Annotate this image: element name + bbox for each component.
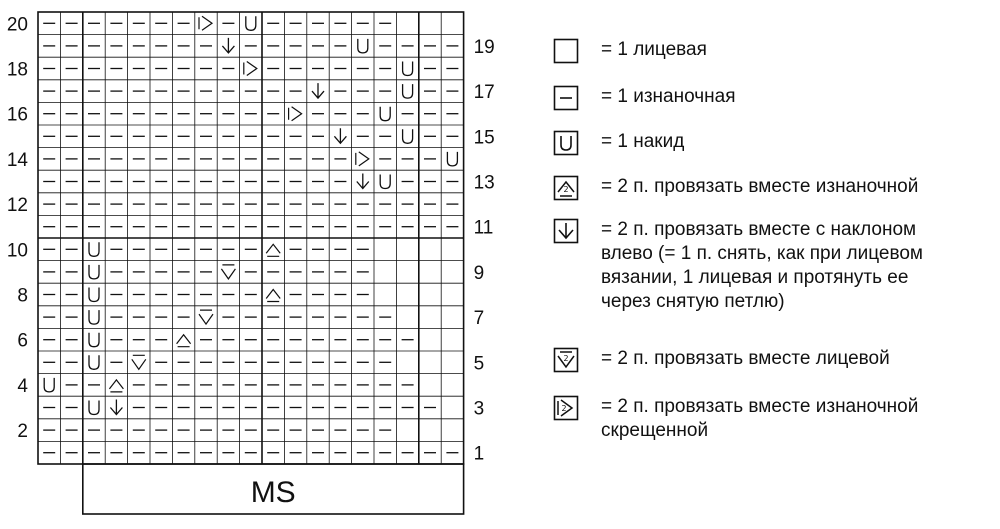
legend <box>553 0 998 529</box>
yarn-over-symbol <box>246 16 256 30</box>
svg-text:2: 2 <box>561 404 567 413</box>
left-slanting-decrease-symbol <box>334 128 346 143</box>
row-label-right: 13 <box>473 172 495 194</box>
purl-two-together-symbol <box>177 335 191 347</box>
row-label-right: 3 <box>473 398 485 420</box>
row-label-right: 11 <box>473 217 494 239</box>
svg-text:2: 2 <box>563 185 569 194</box>
yarn-over-symbol <box>403 84 413 98</box>
purl-two-together-tbl-symbol <box>289 107 302 121</box>
yarn-over-symbol <box>403 129 413 143</box>
left-slanting-decrease-symbol <box>357 174 369 189</box>
legend-item-p2tog-tbl <box>553 395 1000 443</box>
legend-item-yarn-over <box>553 130 1000 156</box>
legend-text-k2tog: = 2 п. провязать вместе лицевой <box>601 348 890 369</box>
row-label-left: 10 <box>6 240 28 262</box>
row-label-left: 2 <box>17 421 28 443</box>
left-slanting-decrease-symbol <box>222 38 234 53</box>
purl-square-icon <box>553 85 579 111</box>
purl-two-together-tbl-symbol <box>199 16 212 30</box>
purl-two-together-tbl-symbol <box>244 62 257 76</box>
yarn-over-symbol <box>89 355 99 369</box>
row-label-left: 6 <box>17 330 28 352</box>
legend-item-p2tog <box>553 175 1000 201</box>
knit-two-together-symbol <box>221 265 235 279</box>
purl-two-together-tbl-icon <box>553 395 579 421</box>
knit-two-together-symbol <box>132 355 146 369</box>
row-label-right: 19 <box>473 36 495 58</box>
yarn-over-symbol <box>380 107 390 121</box>
yarn-over-symbol <box>403 62 413 76</box>
legend-text-p2tog: = 2 п. провязать вместе изнаночной <box>601 176 919 197</box>
row-label-right: 1 <box>473 443 485 465</box>
legend-item-k2tog <box>553 347 1000 373</box>
knit-two-together-icon <box>553 347 579 373</box>
yarn-over-symbol <box>358 39 368 53</box>
purl-two-together-symbol <box>266 290 280 302</box>
row-label-left: 12 <box>6 195 28 217</box>
legend-item-knit <box>553 38 1000 64</box>
left-slanting-decrease-icon <box>553 218 579 244</box>
legend-text-ssk: = 2 п. провязать вместе с наклоном влево (= 1 п. снять, как при лицевом вязании, 1 лицевая и протянуть ее через снятую петлю) <box>601 219 923 312</box>
purl-two-together-symbol <box>266 244 280 256</box>
yarn-over-symbol <box>89 288 99 302</box>
purl-two-together-icon <box>553 175 579 201</box>
yarn-over-symbol <box>89 401 99 415</box>
yarn-over-symbol <box>89 333 99 347</box>
knit-square-icon <box>553 38 579 64</box>
row-label-right: 9 <box>473 262 485 284</box>
yarn-over-symbol <box>44 378 54 392</box>
legend-text-yarn-over: = 1 накид <box>601 131 685 152</box>
row-label-right: 15 <box>473 127 495 149</box>
svg-text:2: 2 <box>563 354 569 363</box>
left-slanting-decrease-symbol <box>110 400 122 415</box>
left-slanting-decrease-symbol <box>312 83 324 98</box>
yarn-over-symbol <box>89 265 99 279</box>
row-label-left: 4 <box>17 375 28 397</box>
ms-label: MS <box>250 476 296 509</box>
legend-text-purl: = 1 изнаночная <box>601 86 736 107</box>
row-label-left: 18 <box>6 59 28 81</box>
row-label-left: 8 <box>17 285 28 307</box>
row-label-right: 17 <box>473 82 495 104</box>
row-label-right: 7 <box>473 308 485 330</box>
yarn-over-symbol <box>447 152 457 166</box>
purl-two-together-symbol <box>109 380 123 392</box>
legend-text-knit: = 1 лицевая <box>601 39 707 60</box>
yarn-over-symbol <box>380 175 390 189</box>
row-label-right: 5 <box>473 353 485 375</box>
legend-text-p2tog-tbl: = 2 п. провязать вместе изнаночной скрещенной <box>601 396 919 441</box>
yarn-over-symbol <box>89 242 99 256</box>
purl-two-together-tbl-symbol <box>356 152 369 166</box>
knit-two-together-symbol <box>199 310 213 324</box>
yarn-over-icon <box>553 130 579 156</box>
yarn-over-symbol <box>89 310 99 324</box>
row-label-left: 14 <box>6 149 28 171</box>
row-label-left: 20 <box>6 14 28 36</box>
legend-item-purl <box>553 85 1000 111</box>
legend-item-ssk <box>553 218 1000 314</box>
row-label-left: 16 <box>6 104 28 126</box>
